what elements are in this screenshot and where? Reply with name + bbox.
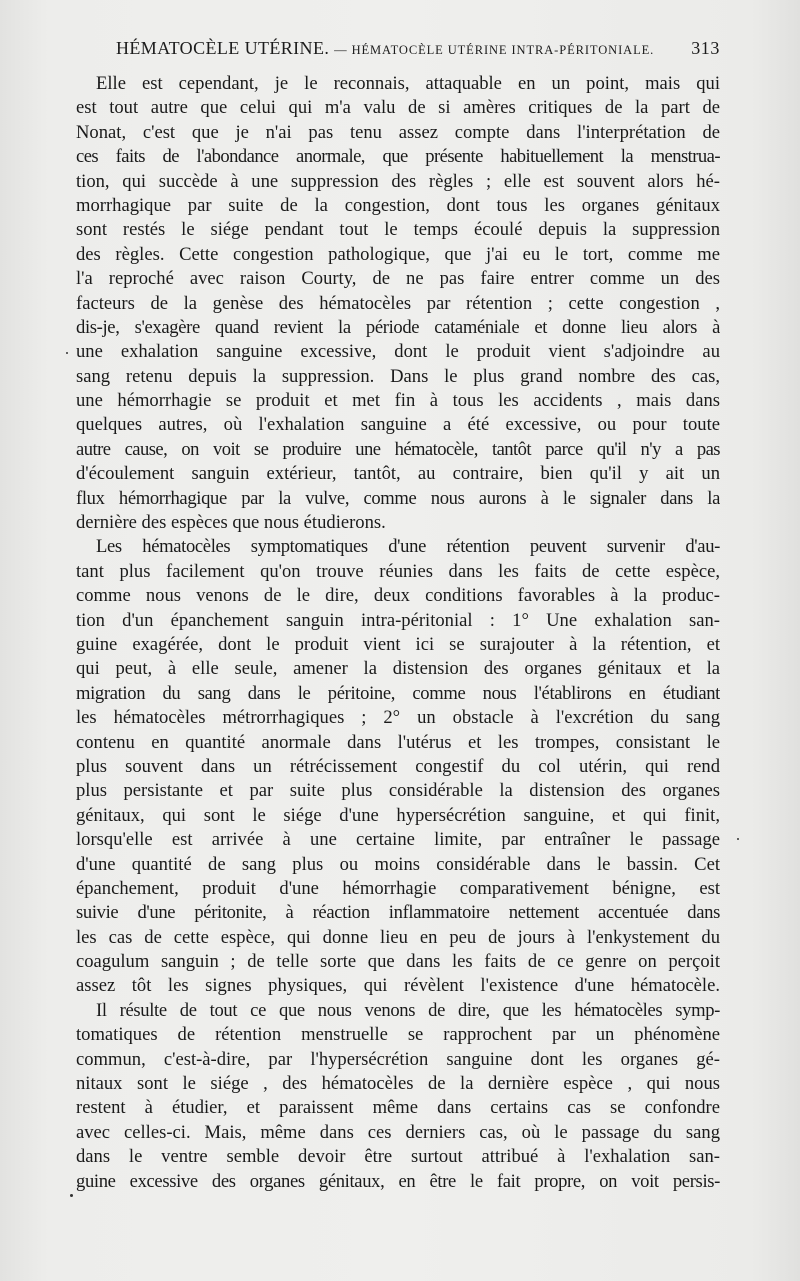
text-line: plus souvent dans un rétrécissement congestif du col utérin, qui rend [76, 755, 720, 777]
paragraph [76, 535, 720, 998]
text-line: flux hémorrhagique par la vulve, comme nous aurons à le signaler dans la [76, 487, 720, 509]
text-line: une exhalation sanguine excessive, dont le produit vient s'adjoindre au [76, 341, 720, 363]
text-line: une hémorrhagie se produit et met fin à tous les accidents , mais dans [76, 390, 720, 412]
text-line: dis-je, s'exagère quand revient la période cataméniale et donne lieu alors à [76, 316, 720, 338]
text-line: restent à étudier, et paraissent même dans certains cas se confondre [76, 1097, 720, 1119]
text-line: dans le ventre semble devoir être surtout attribué à l'exhalation san- [76, 1146, 720, 1168]
text-line: quelques autres, où l'exhalation sanguine a été excessive, ou pour toute [76, 414, 720, 436]
ink-speck [737, 838, 739, 840]
text-line: les cas de cette espèce, qui donne lieu en peu de jours à l'enkystement du [76, 926, 720, 948]
text-line: Nonat, c'est que je n'ai pas tenu assez compte dans l'interprétation de [76, 121, 720, 143]
text-line: commun, c'est-à-dire, par l'hypersécrétion sanguine dont les organes gé- [76, 1048, 720, 1070]
text-line: Il résulte de tout ce que nous venons de dire, que les hématocèles symp- [96, 999, 720, 1021]
text-line: Elle est cependant, je le reconnais, attaquable en un point, mais qui [96, 73, 720, 94]
text-line: tion, qui succède à une suppression des règles ; elle est souvent alors hé- [76, 170, 720, 192]
text-line: coagulum sanguin ; de telle sorte que dans les faits de ce genre on perçoit [76, 951, 720, 973]
text-line: tomatiques de rétention menstruelle se rapprochent par un phénomène [76, 1024, 720, 1046]
ink-speck [70, 1194, 73, 1197]
text-line: est tout autre que celui qui m'a valu de si amères critiques de la part de [76, 97, 720, 119]
text-line: facteurs de la genèse des hématocèles par rétention ; cette congestion , [76, 292, 720, 314]
text-line: avec celles-ci. Mais, même dans ces derniers cas, où le passage du sang [76, 1121, 720, 1143]
text-line: lorsqu'elle est arrivée à une certaine limite, par entraîner le passage [76, 829, 720, 851]
paragraph [76, 72, 720, 535]
text-line: suivie d'une péritonite, à réaction inflammatoire nettement accentuée dans [76, 902, 720, 924]
text-line: guine excessive des organes génitaux, en être le fait propre, on voit persis- [76, 1170, 720, 1192]
text-line: tant plus facilement qu'on trouve réunies dans les faits de cette espèce, [76, 560, 720, 582]
text-line: guine exagérée, dont le produit vient ici se surajouter à la rétention, et [76, 633, 720, 655]
text-line: morrhagique par suite de la congestion, dont tous les organes génitaux [76, 194, 720, 216]
text-line: des règles. Cette congestion pathologique, que j'ai eu le tort, comme me [76, 243, 720, 265]
header-title: HÉMATOCÈLE UTÉRINE. [116, 38, 330, 58]
text-line: plus persistante et par suite plus considérable la distension des organes [76, 780, 720, 802]
text-line: nitaux sont le siége , des hématocèles de la dernière espèce , qui nous [76, 1073, 720, 1095]
text-line: sang retenu depuis la suppression. Dans le plus grand nombre des cas, [76, 365, 720, 387]
running-title [116, 38, 654, 59]
text-line: génitaux, qui sont le siége d'une hypersécrétion sanguine, et qui finit, [76, 804, 720, 826]
text-line: les hématocèles métrorrhagiques ; 2° un obstacle à l'excrétion du sang [76, 707, 720, 729]
text-line: d'écoulement sanguin extérieur, tantôt, au contraire, bien qu'il y ait un [76, 463, 720, 485]
text-line: migration du sang dans le péritoine, comme nous l'établirons en étudiant [76, 682, 720, 704]
page-number: 313 [691, 38, 720, 58]
text-line: dernière des espèces que nous étudierons. [76, 512, 386, 534]
text-line: comme nous venons de le dire, deux conditions favorables à la produc- [76, 585, 720, 607]
ink-speck [66, 352, 68, 354]
text-line: tion d'un épanchement sanguin intra-péritonial : 1° Une exhalation san- [76, 609, 720, 631]
body-text [76, 72, 720, 1194]
text-line: assez tôt les signes physiques, qui révèlent l'existence d'une hématocèle. [76, 975, 720, 997]
text-line: l'a reproché avec raison Courty, de ne pas faire entrer comme un des [76, 268, 720, 290]
text-line: contenu en quantité anormale dans l'utérus et les trompes, consistant le [76, 731, 720, 753]
text-line: d'une quantité de sang plus ou moins considérable dans le bassin. Cet [76, 853, 720, 875]
text-line: qui peut, à elle seule, amener la distension des organes génitaux et la [76, 658, 720, 680]
text-line: épanchement, produit d'une hémorrhagie comparativement bénigne, est [76, 877, 720, 899]
text-line: autre cause, on voit se produire une hématocèle, tantôt parce qu'il n'y a pas [76, 438, 720, 460]
text-line: ces faits de l'abondance anormale, que présente habituellement la menstrua- [76, 146, 720, 168]
running-header [76, 38, 720, 64]
header-subtitle: — HÉMATOCÈLE UTÉRINE INTRA-PÉRITONIALE. [334, 43, 655, 57]
paragraph [76, 999, 720, 1194]
text-line: sont restés le siége pendant tout le temps écoulé depuis la suppression [76, 219, 720, 241]
text-line: Les hématocèles symptomatiques d'une rétention peuvent survenir d'au- [96, 536, 720, 558]
